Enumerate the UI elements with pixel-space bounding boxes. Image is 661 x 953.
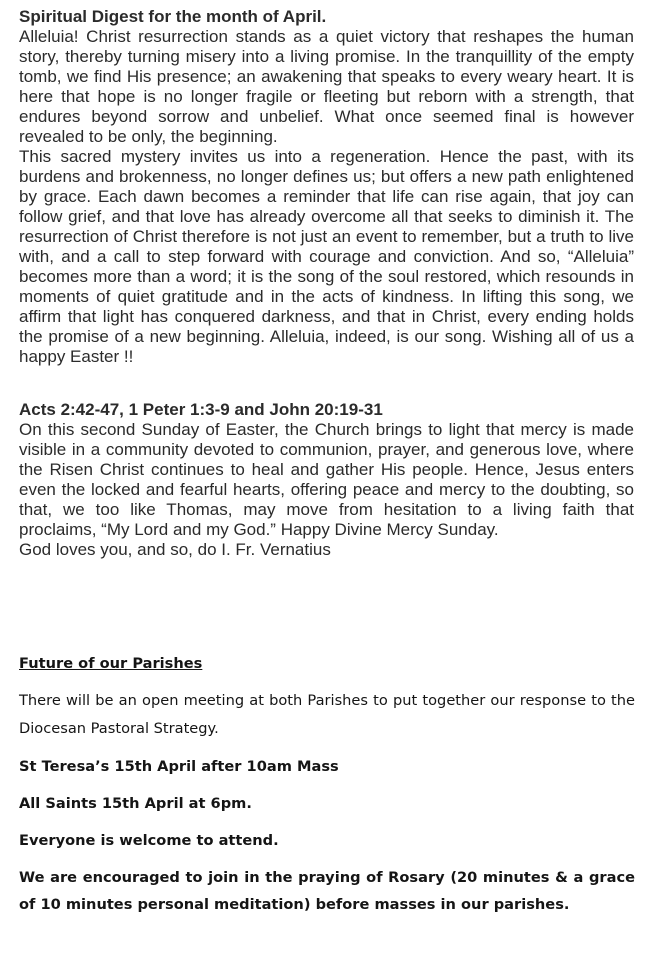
spiritual-digest-title: Spiritual Digest for the month of April. [19, 7, 327, 26]
all-saints-meeting: All Saints 15th April at 6pm. [19, 795, 252, 812]
digest-paragraph-2: This sacred mystery invites us into a regeneration. Hence the past, with its burdens and brokenness, no longer defines us; but offers a new path enlightened by grace. Each dawn becomes a reminder that life can rise again, that joy can follow grief, and that love has already overcome all that seeks to diminish it. The resurrection of Christ therefore is not just an event to remember, but a truth to live with, and a call to step forward with courage and conviction. And so, “Alleluia” becomes more than a word; it is the song of the soul restored, which resounds in moments of quiet gratitude and in the acts of kindness. In lifting this song, we affirm that light has conquered darkness, and that in Christ, every ending holds the promise of a new beginning. Alleluia, indeed, is our song. Wishing all of us a happy Easter !! [19, 147, 634, 366]
welcome-note: Everyone is welcome to attend. [19, 832, 279, 849]
parishes-meeting-text: There will be an open meeting at both Parishes to put together our response to the Diocesan Pastoral Strategy. [19, 692, 635, 737]
readings-section [19, 400, 634, 560]
digest-paragraph-1: Alleluia! Christ resurrection stands as a quiet victory that reshapes the human story, thereby turning misery into a living promise. In the tranquillity of the empty tomb, we find His presence; an awakening that speaks to every weary heart. It is here that hope is no longer fragile or fleeting but reborn with a strength, that endures beyond sorrow and unbelief. What once seemed final is however revealed to be only, the beginning. [19, 27, 634, 146]
spiritual-digest-section [19, 7, 634, 367]
readings-signoff: God loves you, and so, do I. Fr. Vernatius [19, 540, 331, 559]
parishes-title: Future of our Parishes [19, 655, 203, 672]
readings-paragraph: On this second Sunday of Easter, the Church brings to light that mercy is made visible in a community devoted to communion, prayer, and generous love, where the Risen Christ continues to heal and gather His people. Hence, Jesus enters even the locked and fearful hearts, offering peace and mercy to the doubting, so that, we too like Thomas, may move from hesitation to a living faith that proclaims, “My Lord and my God.” Happy Divine Mercy Sunday. [19, 420, 634, 539]
future-of-parishes-section [19, 651, 635, 918]
st-teresa-meeting: St Teresa’s 15th April after 10am Mass [19, 758, 339, 775]
rosary-note: We are encouraged to join in the praying of Rosary (20 minutes & a grace of 10 minutes personal meditation) before masses in our parishes. [19, 869, 635, 913]
readings-title: Acts 2:42-47, 1 Peter 1:3-9 and John 20:19-31 [19, 400, 383, 419]
